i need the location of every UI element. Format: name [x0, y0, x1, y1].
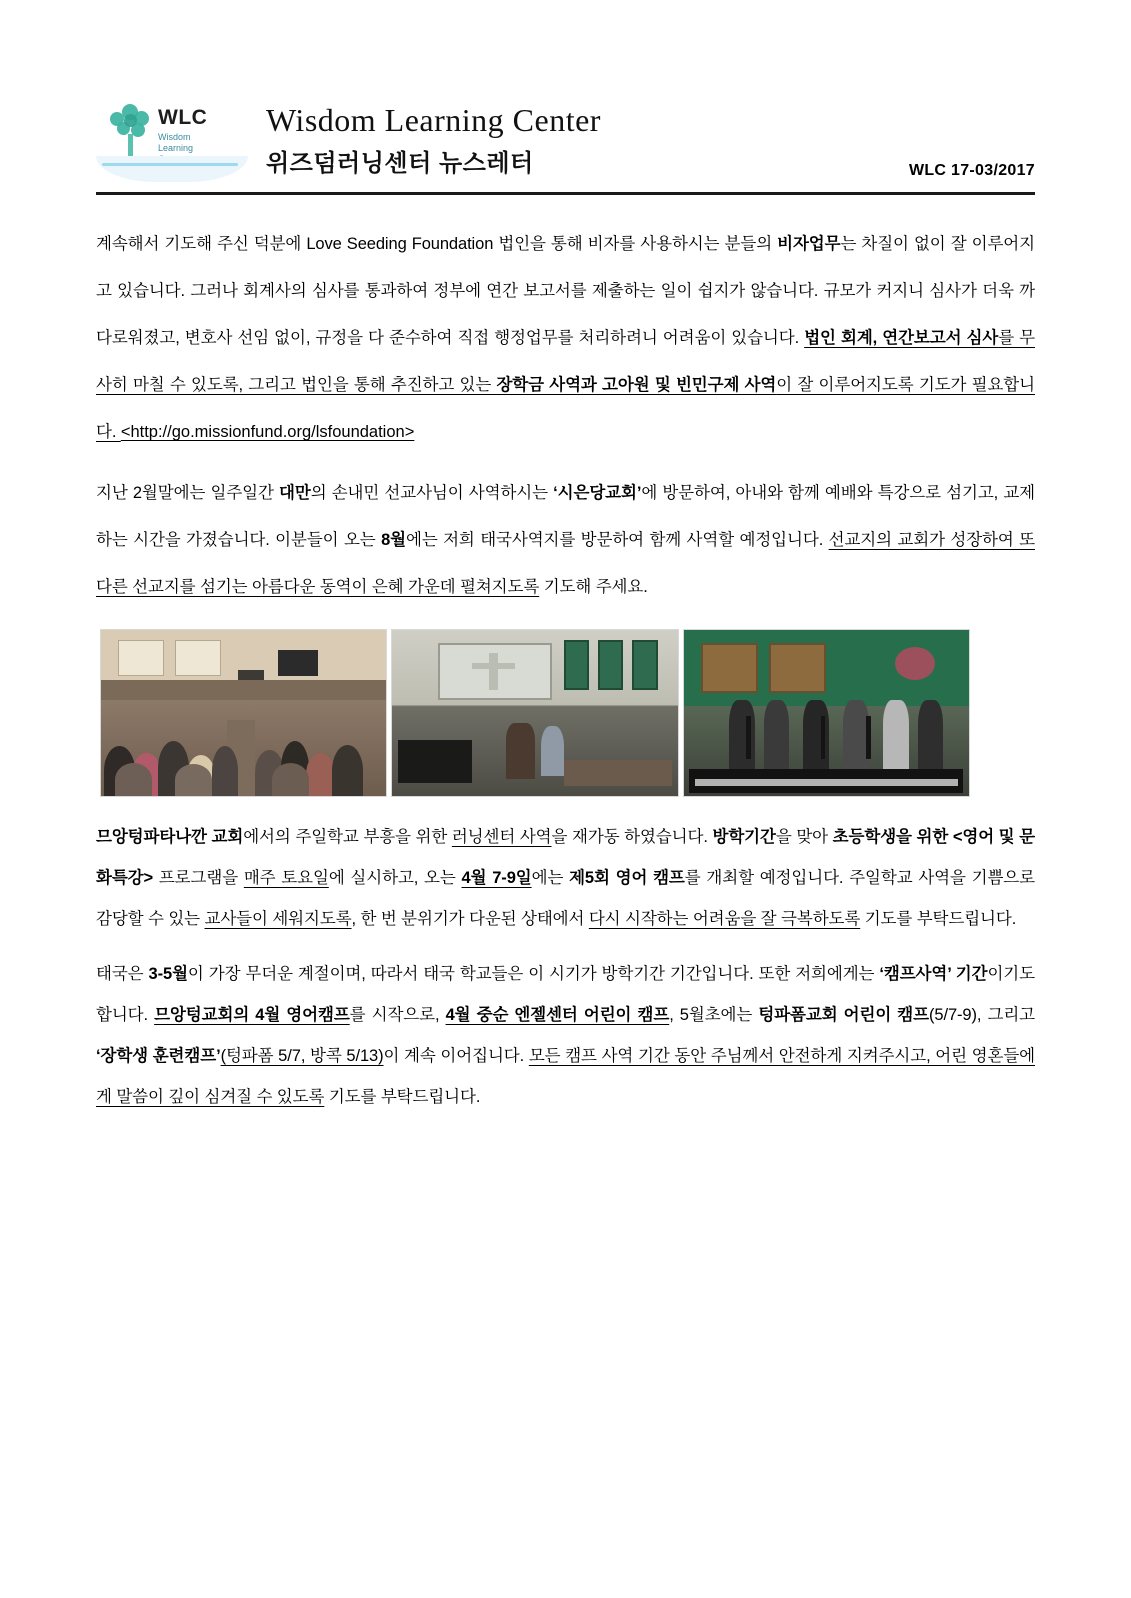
text-run: 를 시작으로, — [349, 1006, 446, 1024]
text-run: 이 계속 이어집니다. — [383, 1047, 529, 1065]
issue-number: WLC 17-03/2017 — [908, 162, 1035, 179]
newsletter-body — [96, 195, 1035, 1118]
photo-region — [701, 643, 758, 693]
text-run: (5/7-9) — [928, 1006, 977, 1024]
photo-region — [632, 640, 658, 690]
text-run: 에 방문하여, 아내와 함께 예배와 특강으로 섬기고, 교제하는 시간을 가졌습니다. 이분들이 오는 — [96, 484, 1035, 549]
photo-region — [821, 716, 826, 759]
tree-trunk-icon — [128, 134, 133, 156]
text-run: 지난 2월말에는 일주일간 — [96, 484, 279, 502]
photo-region — [598, 640, 624, 690]
photo-region — [746, 716, 751, 759]
text-run: 의 손내민 선교사님이 사역하시는 — [310, 484, 554, 502]
photo-region — [918, 700, 944, 770]
photo-region — [843, 700, 869, 770]
text-run: 이 가장 무더운 계절이며, 따라서 태국 학교들은 이 시기가 방학기간 기간입니다. 또한 저희에게는 — [187, 965, 880, 983]
photo-region — [564, 640, 590, 690]
photo-region — [101, 680, 386, 700]
text-run-love-seeding: Love Seeding Foundation — [306, 235, 494, 253]
photo-region — [175, 640, 221, 677]
text-run-scholarship-emphasis: 장학금 사역과 고아원 및 빈민구제 사역 — [496, 376, 777, 394]
text-run: 을 재가동 하였습니다. — [551, 828, 713, 846]
text-run-camp-ministry: ‘캠프사역’ 기간 — [879, 965, 988, 983]
photo-region — [398, 740, 472, 783]
text-run: 계속해서 기도해 주신 덕분에 — [96, 235, 307, 253]
logo-card — [96, 96, 248, 182]
text-run: , 5월초에는 — [669, 1006, 759, 1024]
photo-strip — [100, 629, 970, 797]
photo-special-lecture — [391, 629, 678, 797]
text-run-august: 8월 — [381, 531, 406, 549]
text-run: 기도를 부탁드립니다. — [324, 1088, 481, 1106]
page-title-ko: 위즈덤러닝센터 뉴스레터 — [266, 150, 534, 177]
photo-region — [729, 700, 755, 770]
photo-region — [472, 663, 515, 669]
text-run: 이 잘 이루어지도록 기도가 필요합니다. — [96, 376, 1035, 441]
text-run-saturday: 매주 토요일 — [243, 869, 329, 887]
logo-subtext: Wisdom Learning — [158, 132, 194, 153]
text-run: 프로그램을 — [153, 869, 244, 887]
text-run: 법인을 통해 비자를 사용하시는 분들의 — [493, 235, 778, 253]
text-run-program-title: 초등학생을 위한 <영어 및 문화특강> — [96, 828, 1035, 887]
photo-region — [506, 723, 535, 779]
paragraph-learning-center — [96, 817, 1035, 940]
text-run-prayer-request: 선교지의 교회가 성장하여 또 다른 선교지를 섬기는 아름다운 동역이 은혜 가운데 펼쳐지도록 — [96, 531, 1035, 596]
text-run-scholarship-camp: ‘장학생 훈련캠프’ — [96, 1047, 221, 1065]
text-run-church-muangthong: 므앙텅파타나깐 교회 — [96, 828, 244, 846]
photo-region — [278, 650, 318, 677]
wlc-logo — [96, 96, 248, 182]
photo-region — [564, 760, 672, 787]
text-run: 는 차질이 없이 잘 이루어지고 있습니다. 그러나 회계사의 심사를 통과하여 정부에 연간 보고서를 제출하는 일이 쉽지가 않습니다. 규모가 커지니 심사가 더욱 까다로워졌고, 변호사 선임 없이, 규정을 다 준수하여 직접 행정업무를 처리하려니 어려움이 있습니다. — [96, 235, 1035, 347]
text-run-fifth-camp: 제5회 영어 캠프 — [569, 869, 685, 887]
text-run: 태국은 — [96, 965, 149, 983]
paragraph-foundation — [96, 221, 1035, 456]
text-run-tungpapoom-camp: 텅파폼교회 어린이 캠프 — [758, 1006, 929, 1024]
text-run-hot-season: 3-5월 — [148, 965, 188, 983]
photo-region — [895, 647, 935, 680]
masthead-titles — [266, 96, 601, 178]
paragraph-taiwan-visit — [96, 470, 1035, 611]
text-run: 을 맞아 — [775, 828, 833, 846]
text-run-april-english-camp: 므앙텅교회의 4월 영어캠프 — [154, 1006, 350, 1024]
photo-region — [489, 653, 498, 690]
newsletter-masthead — [96, 96, 1035, 186]
photo-region — [769, 643, 826, 693]
text-run-camp-dates: 4월 7-9일 — [461, 869, 532, 887]
text-run: 기도를 부탁드립니다. — [860, 910, 1017, 928]
logo-wordmark: WLC — [158, 106, 208, 129]
text-run: 에는 — [531, 869, 570, 887]
text-run-vacation-period: 방학기간 — [712, 828, 776, 846]
text-run-audit-emphasis: 법인 회계, 연간보고서 심사 — [804, 329, 999, 347]
text-run: 에서의 주일학교 부흥을 위한 — [243, 828, 452, 846]
text-run: 이기도 합니다. — [96, 965, 1035, 1024]
text-run-angel-center-camp: 4월 중순 엔젤센터 어린이 캠프 — [445, 1006, 670, 1024]
photo-congregation-worship — [100, 629, 387, 797]
photo-praise-team — [683, 629, 970, 797]
text-run-restart-prayer: 다시 시작하는 어려움을 잘 극복하도록 — [588, 910, 861, 928]
tree-logo-icon — [108, 104, 154, 156]
logo-swirl-decoration — [96, 156, 248, 182]
page-title-en: Wisdom Learning Center — [266, 102, 601, 138]
text-run: 를 개최할 예정입니다. 주일학교 사역을 기쁨으로 감당할 수 있는 — [96, 869, 1035, 928]
photo-region — [764, 700, 790, 770]
paragraph-camp-season — [96, 954, 1035, 1118]
text-run: , 그리고 — [976, 1006, 1036, 1024]
text-run: , 한 번 분위기가 다운된 상태에서 — [351, 910, 589, 928]
photo-region — [803, 700, 829, 770]
text-run-learning-center: 러닝센터 사역 — [451, 828, 552, 846]
text-run-taiwan: 대만 — [279, 484, 311, 502]
text-run-safety-prayer: 모든 캠프 사역 기간 동안 주님께서 안전하게 지켜주시고, 어린 영혼들에게 말씀이 깊이 심겨질 수 있도록 — [96, 1047, 1035, 1106]
foundation-link[interactable]: <http://go.missionfund.org/lsfoundation> — [120, 423, 415, 441]
text-run: 에는 저희 태국사역지를 방문하여 함께 사역할 예정입니다. — [405, 531, 829, 549]
text-run-camp-locations: (텅파폼 5/7, 방콕 5/13) — [220, 1047, 384, 1065]
text-run: 기도해 주세요. — [539, 578, 648, 596]
text-run: 에 실시하고, 오는 — [328, 869, 462, 887]
photo-region — [118, 640, 164, 677]
text-run-church-name: ‘시은당교회’ — [553, 484, 642, 502]
photo-region — [541, 726, 564, 776]
photo-region — [866, 716, 871, 759]
text-run-visa-work: 비자업무 — [777, 235, 841, 253]
text-run: 를 무사히 마칠 수 있도록, 그리고 법인을 통해 추진하고 있는 — [96, 329, 1035, 394]
photo-region — [695, 779, 958, 786]
photo-region — [883, 700, 909, 770]
text-run-teachers-prayer: 교사들이 세워지도록 — [204, 910, 352, 928]
